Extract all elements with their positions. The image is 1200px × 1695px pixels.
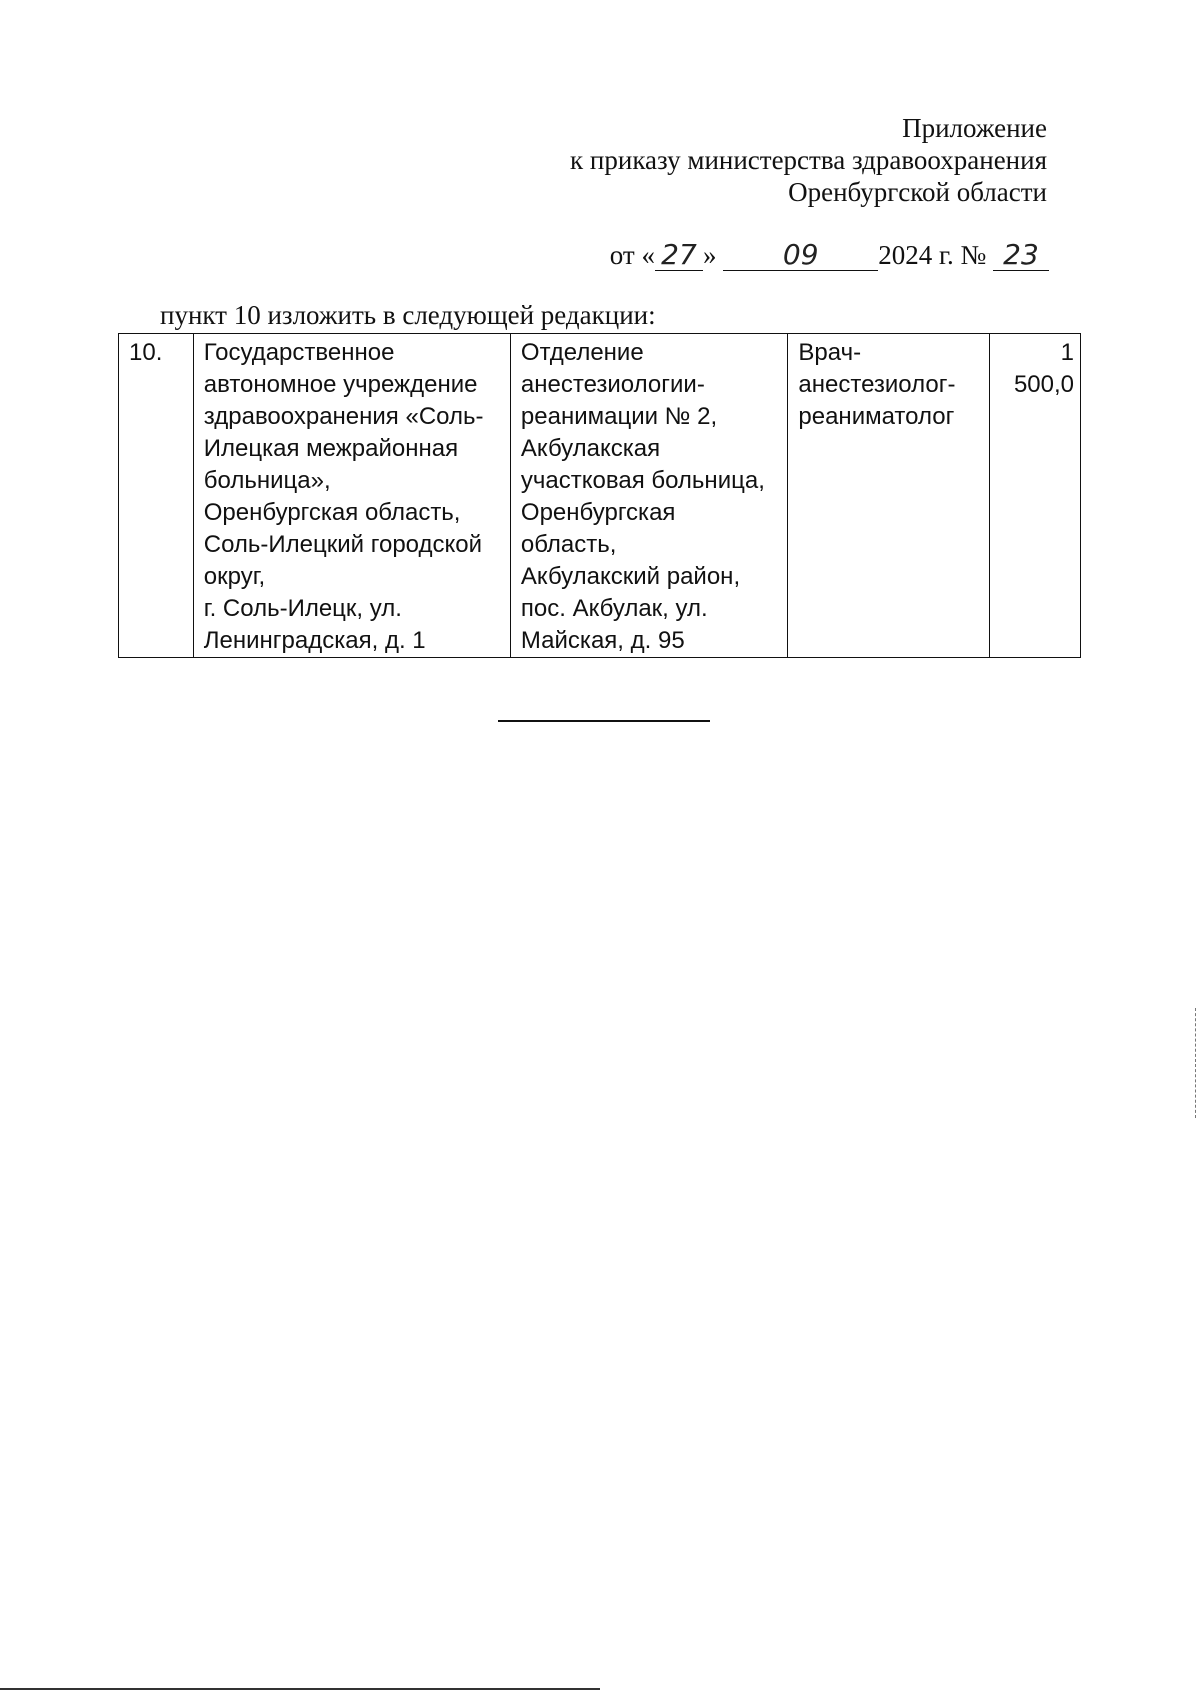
date-prefix: от « <box>609 240 655 270</box>
end-of-document-rule <box>498 720 710 722</box>
institution-line: Соль-Илецкий городской <box>203 531 483 558</box>
department-line: участковая больница, <box>520 467 765 494</box>
scan-edge-mark <box>1195 1008 1196 1118</box>
intro-text: пункт 10 изложить в следующей редакции: <box>160 300 656 330</box>
department-line: Майская, д. 95 <box>520 627 685 654</box>
position-line: Врач- <box>798 339 862 366</box>
position-line: реаниматолог <box>798 403 955 430</box>
department-line: Акбулакская <box>520 435 661 462</box>
institution-line: Ленинградская, д. 1 <box>203 627 426 654</box>
institution-line: больница», <box>203 467 331 494</box>
department-line: пос. Акбулак, ул. <box>520 595 708 622</box>
order-date-line <box>610 238 1049 272</box>
department-line: реанимации № 2, <box>520 403 718 430</box>
handwritten-month: 09 <box>723 240 878 271</box>
handwritten-day: 27 <box>655 240 703 271</box>
institution-line: Илецкая межрайонная <box>203 435 459 462</box>
cell-position <box>788 334 989 658</box>
entry-table <box>118 333 1081 658</box>
document-header <box>570 112 1047 208</box>
scan-bottom-rule <box>0 1688 600 1690</box>
department-line: Акбулакский район, <box>520 563 741 590</box>
department-line: анестезиологии- <box>520 371 705 398</box>
header-order-reference: к приказу министерства здравоохранения <box>570 145 1047 175</box>
institution-line: автономное учреждение <box>203 371 478 398</box>
handwritten-order-number: 23 <box>993 240 1049 271</box>
institution-line: Государственное <box>203 339 395 366</box>
institution-line: округ, <box>203 563 266 590</box>
date-year-text: 2024 г. № <box>878 240 987 270</box>
cell-amount: 1 500,0 <box>989 334 1080 658</box>
cell-department <box>510 334 787 658</box>
header-appendix-title: Приложение <box>902 113 1047 143</box>
department-line: Оренбургская <box>520 499 676 526</box>
position-line: анестезиолог- <box>798 371 956 398</box>
department-line: Отделение <box>520 339 644 366</box>
institution-line: г. Соль-Илецк, ул. <box>203 595 402 622</box>
department-line: область, <box>520 531 617 558</box>
cell-number: 10. <box>119 334 194 658</box>
table-row <box>119 334 1081 658</box>
cell-institution <box>193 334 510 658</box>
date-day-suffix: » <box>702 240 717 270</box>
institution-line: Оренбургская область, <box>203 499 461 526</box>
institution-line: здравоохранения «Соль- <box>203 403 484 430</box>
header-region: Оренбургской области <box>788 177 1047 207</box>
